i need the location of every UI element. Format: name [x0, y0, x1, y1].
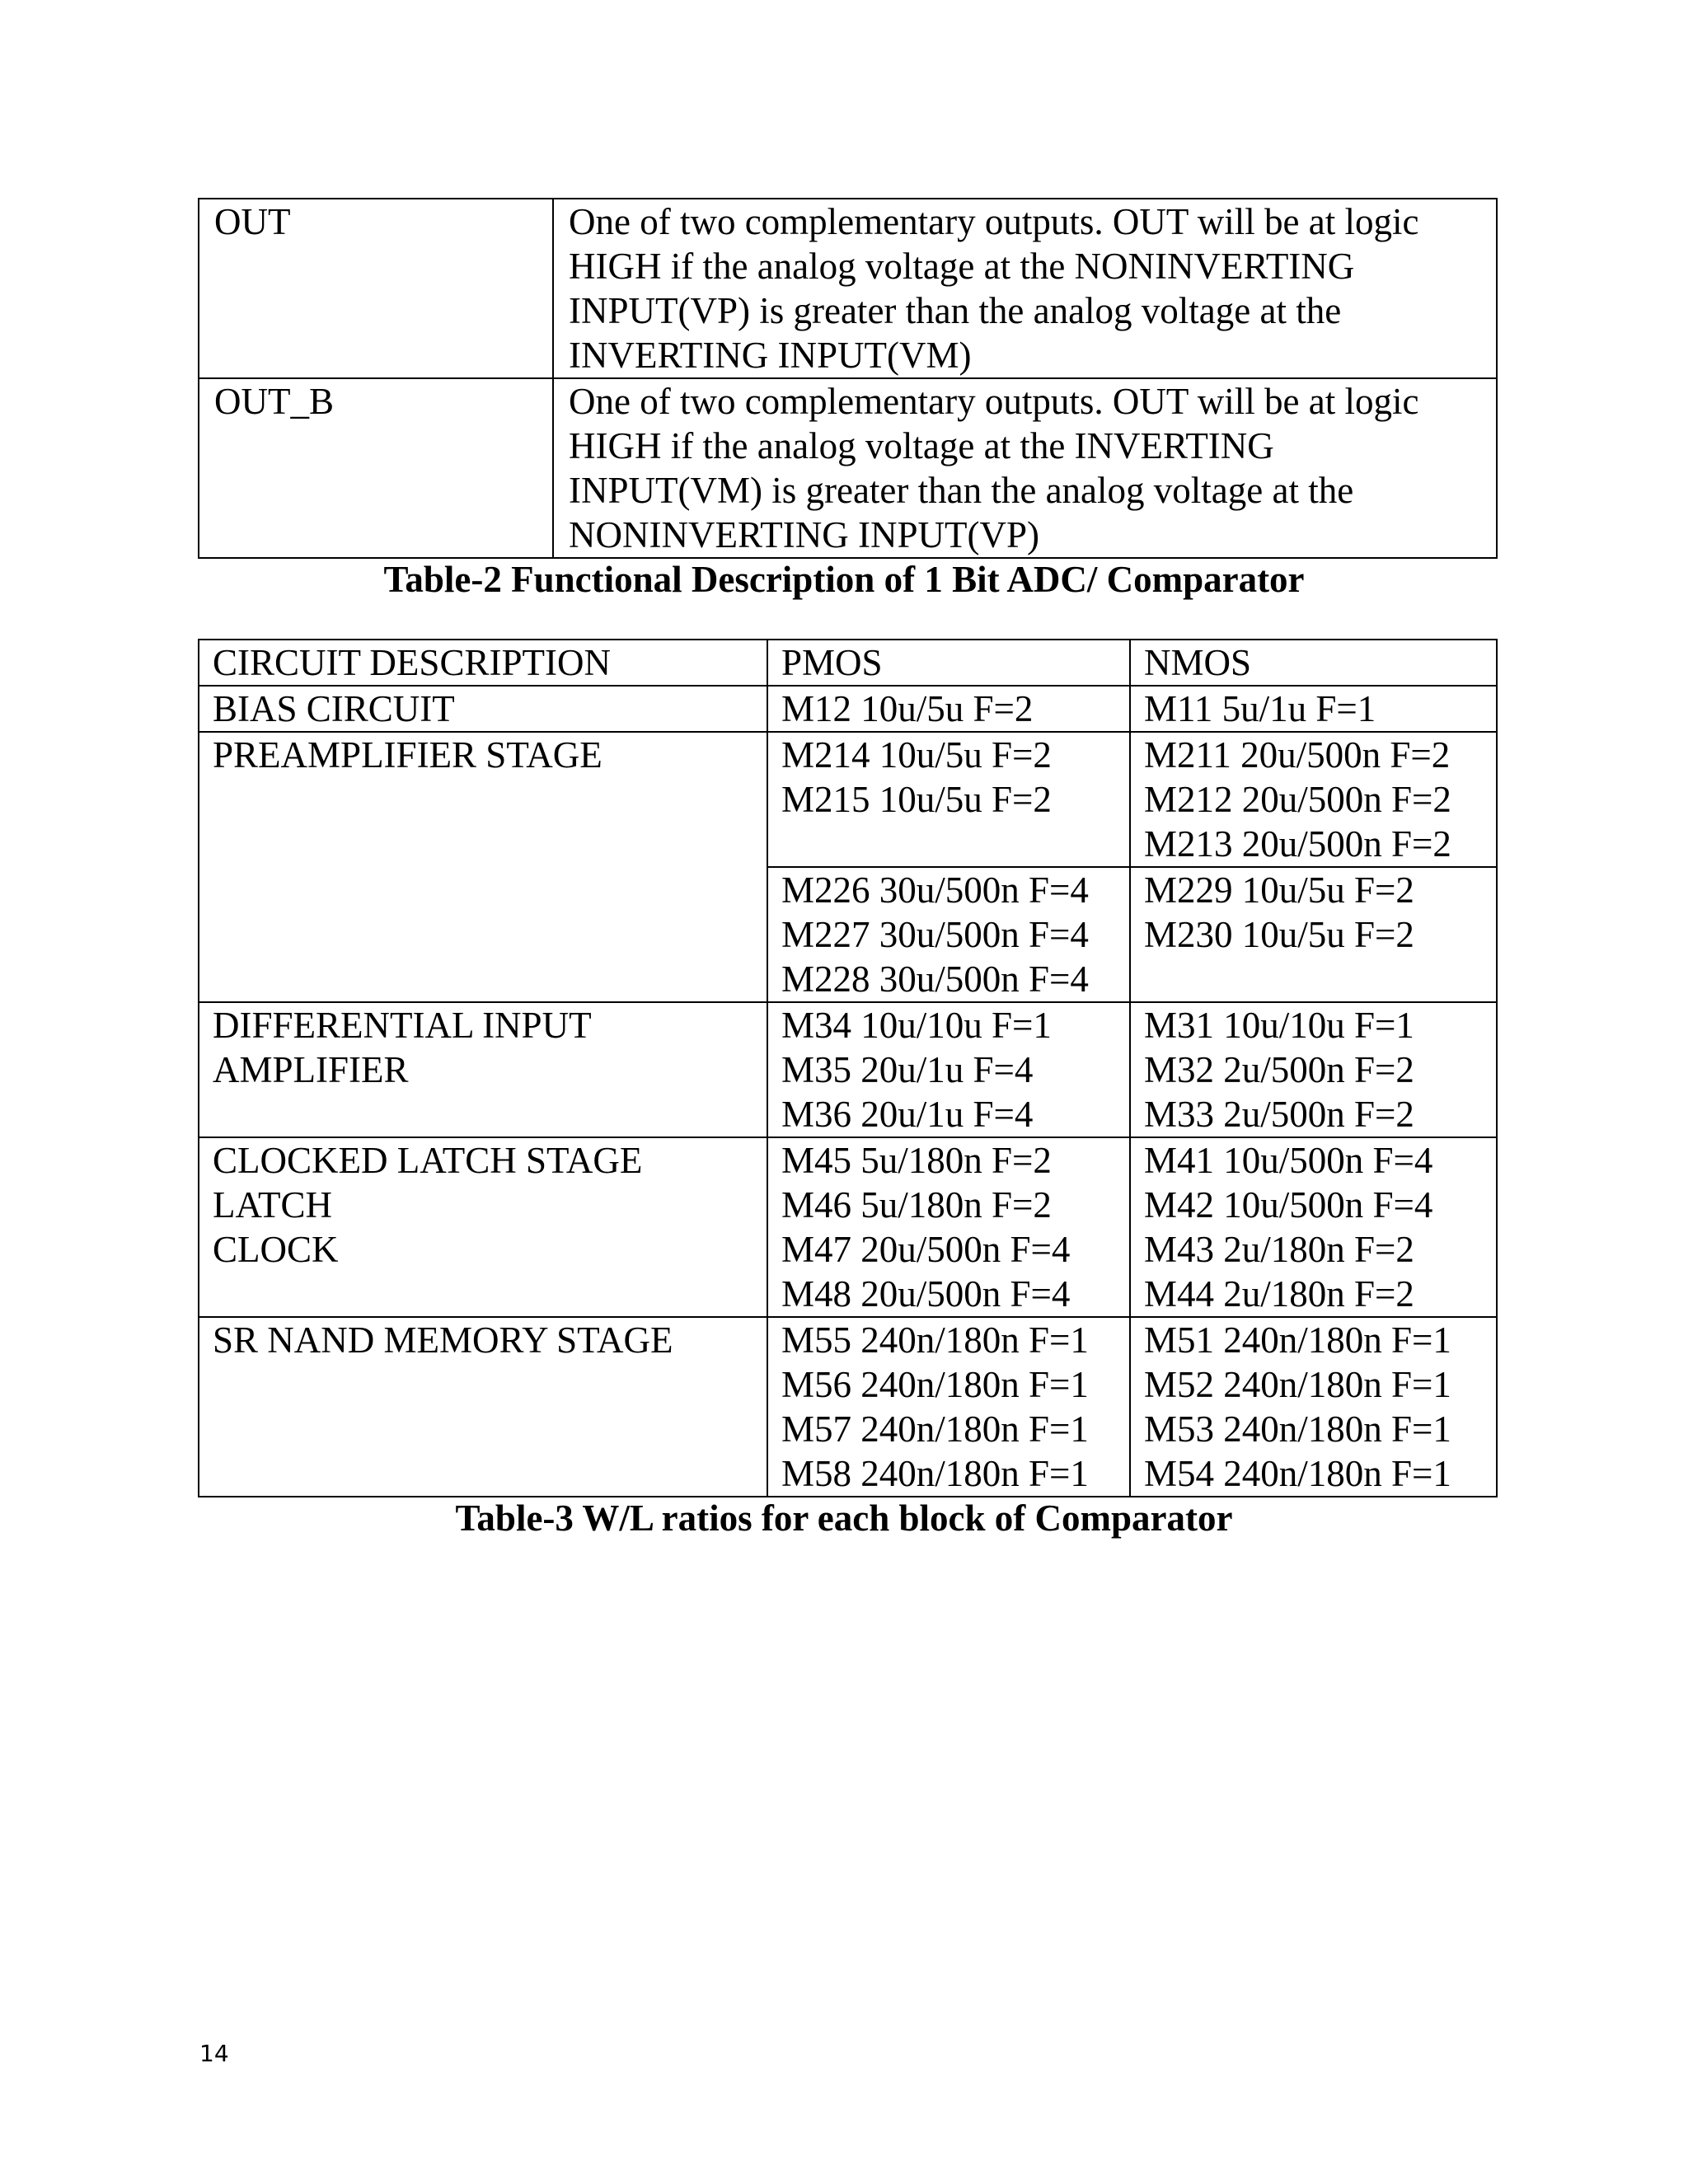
header-nmos: NMOS: [1130, 640, 1497, 686]
circuit-label-cell: DIFFERENTIAL INPUT AMPLIFIER: [199, 1002, 767, 1137]
page-number: 14: [199, 2040, 229, 2067]
pmos-cell: M226 30u/500n F=4 M227 30u/500n F=4 M228 30u/500n F=4: [767, 867, 1130, 1002]
signal-description-cell: One of two complementary outputs. OUT will be at logic HIGH if the analog voltage at the NONINVERTING INPUT(VP) is greater than the analog voltage at the INVERTING INPUT(VM): [553, 199, 1497, 378]
nmos-cell: M229 10u/5u F=2 M230 10u/5u F=2: [1130, 867, 1497, 1002]
table-2-caption: Table-2 Functional Description of 1 Bit ADC/ Comparator: [383, 559, 1305, 600]
circuit-label-cell: CLOCKED LATCH STAGE LATCH CLOCK: [199, 1137, 767, 1317]
table-row: [199, 1317, 1497, 1497]
pmos-cell: M55 240n/180n F=1 M56 240n/180n F=1 M57 240n/180n F=1 M58 240n/180n F=1: [767, 1317, 1130, 1497]
signal-description-cell: One of two complementary outputs. OUT will be at logic HIGH if the analog voltage at the INVERTING INPUT(VM) is greater than the analog voltage at the NONINVERTING INPUT(VP): [553, 378, 1497, 558]
nmos-cell: M11 5u/1u F=1: [1130, 686, 1497, 732]
pmos-cell: M45 5u/180n F=2 M46 5u/180n F=2 M47 20u/500n F=4 M48 20u/500n F=4: [767, 1137, 1130, 1317]
signal-name-cell: OUT_B: [199, 378, 553, 558]
table-3-caption: Table-3 W/L ratios for each block of Comparator: [455, 1497, 1233, 1539]
wl-ratios-table: [198, 639, 1498, 1497]
circuit-label-cell: BIAS CIRCUIT: [199, 686, 767, 732]
table-row: [199, 686, 1497, 732]
pmos-cell: M214 10u/5u F=2 M215 10u/5u F=2: [767, 732, 1130, 867]
header-circuit-description: CIRCUIT DESCRIPTION: [199, 640, 767, 686]
signal-name-cell: OUT: [199, 199, 553, 378]
table-header-row: [199, 640, 1497, 686]
nmos-cell: M41 10u/500n F=4 M42 10u/500n F=4 M43 2u/180n F=2 M44 2u/180n F=2: [1130, 1137, 1497, 1317]
circuit-label-cell: SR NAND MEMORY STAGE: [199, 1317, 767, 1497]
table-row: [199, 732, 1497, 867]
nmos-cell: M211 20u/500n F=2 M212 20u/500n F=2 M213 20u/500n F=2: [1130, 732, 1497, 867]
table-row: [199, 378, 1497, 558]
header-pmos: PMOS: [767, 640, 1130, 686]
table-row: [199, 1137, 1497, 1317]
nmos-cell: M51 240n/180n F=1 M52 240n/180n F=1 M53 240n/180n F=1 M54 240n/180n F=1: [1130, 1317, 1497, 1497]
pmos-cell: M12 10u/5u F=2: [767, 686, 1130, 732]
table-row: [199, 1002, 1497, 1137]
pmos-cell: M34 10u/10u F=1 M35 20u/1u F=4 M36 20u/1u F=4: [767, 1002, 1130, 1137]
nmos-cell: M31 10u/10u F=1 M32 2u/500n F=2 M33 2u/500n F=2: [1130, 1002, 1497, 1137]
functional-description-table: [198, 198, 1498, 559]
table-row: [199, 199, 1497, 378]
circuit-label-cell: PREAMPLIFIER STAGE: [199, 732, 767, 1002]
